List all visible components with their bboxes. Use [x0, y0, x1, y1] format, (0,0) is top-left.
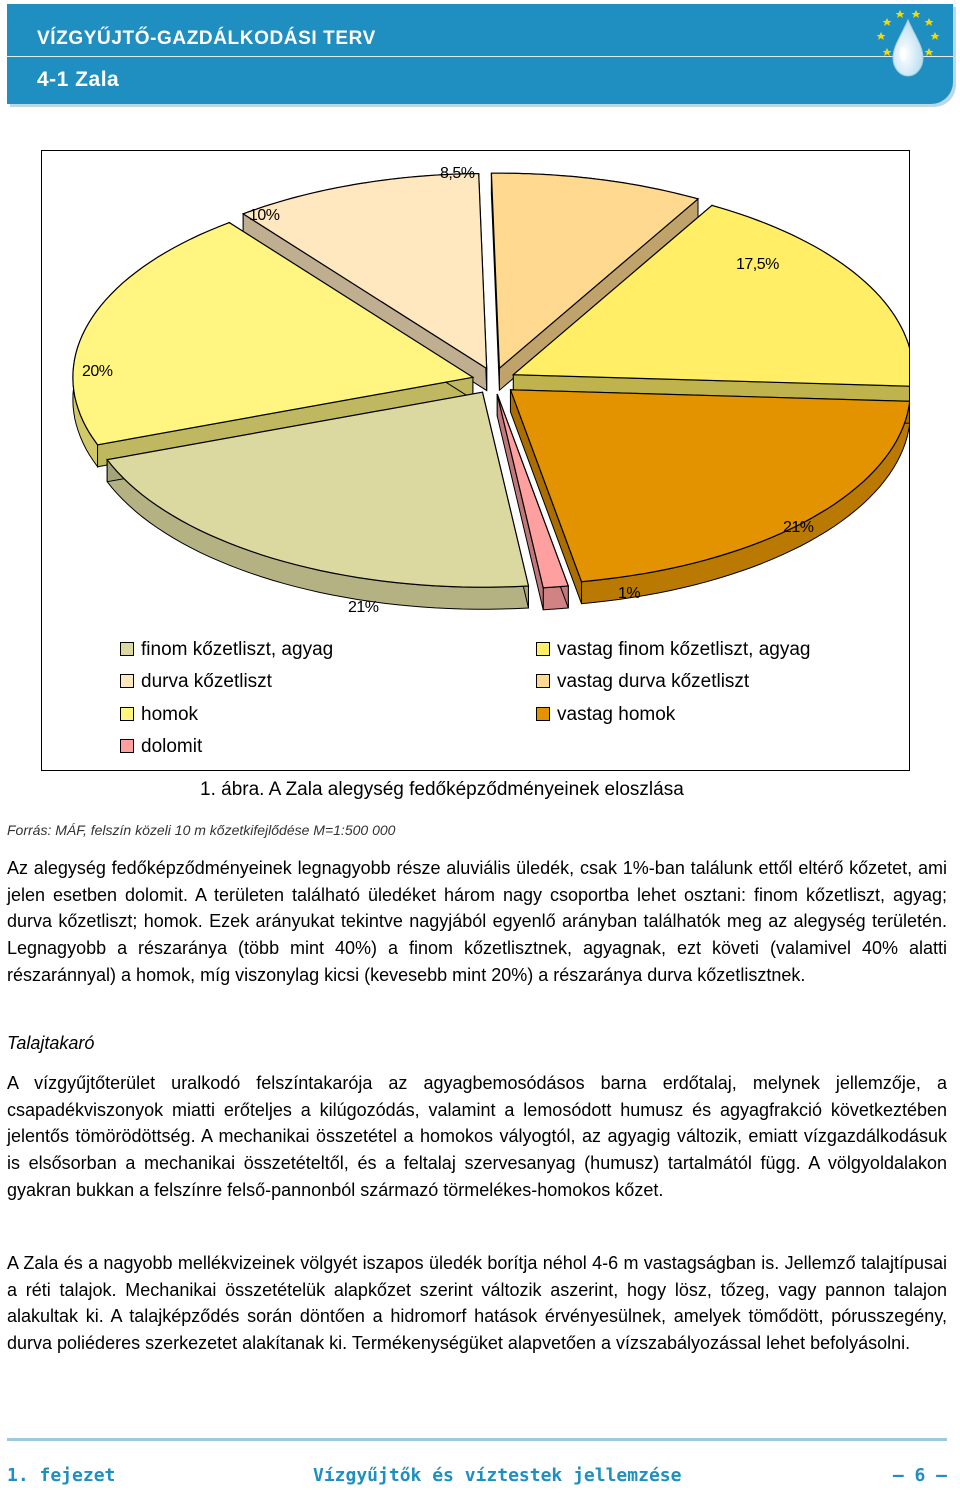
- body-paragraph-2: A vízgyűjtőterület uralkodó felszíntakarója az agyagbemosódásos barna erdőtalaj, melynek jellemzője, a csapadékviszonyok miatti erőteljes a kilúgozódás, valamint a lemosódott humusz és agyagfrakció következtében jelentős tömörödöttség. A mechanikai összetétel a homokos vályogtól, az agyagig változik, emiatt vízgazdálkodásuk is elsősorban a mechanikai összetételtől, és a feltalaj szervesanyag (humusz) tartalmától függ. A völgyoldalakon gyakran bukkan a felszínre felső-pannonból származó törmelékes-homokos kőzet.: [7, 1073, 947, 1200]
- pct-label-dolomit: 1%: [618, 585, 641, 602]
- legend-swatch: [120, 674, 134, 688]
- legend-swatch: [536, 642, 550, 656]
- document-title: VÍZGYŰJTŐ-GAZDÁLKODÁSI TERV: [37, 28, 376, 49]
- header-divider: [7, 56, 953, 57]
- legend-label: vastag durva kőzetliszt: [557, 671, 750, 692]
- page-footer: [7, 1465, 947, 1487]
- unit-title: 4-1 Zala: [37, 68, 120, 91]
- legend-label: finom kőzetliszt, agyag: [141, 639, 334, 660]
- footer-page-number: — 6 —: [892, 1465, 947, 1486]
- legend-swatch: [536, 707, 550, 721]
- body-paragraph-3: A Zala és a nagyobb mellékvizeinek völgyét iszapos üledék borítja néhol 4-6 m vastagságban is. Jellemző talajtípusai a réti talajok. Mechanikai összetételük alapkőzet szerint változik aszerint, hogy lösz, tőzeg, vagy pannon talajon alakultak ki. A talajképződés során döntően a hidromorf hatások érvényesülnek, amelyek tömődött, pórusszegény, durva poliéderes szerkezetet alakítanak ki. Termékenységüket alapvetően a vízszabályozással lehet befolyásolni.: [7, 1253, 947, 1354]
- figure-source: Forrás: MÁF, felszín közeli 10 m kőzetkifejlődése M=1:500 000: [7, 822, 396, 838]
- section-subheading: Talajtakaró: [7, 1033, 95, 1053]
- legend-label: dolomit: [141, 736, 203, 757]
- legend-swatch: [536, 674, 550, 688]
- page-header: [7, 4, 953, 104]
- legend-swatch: [120, 707, 134, 721]
- legend-label: durva kőzetliszt: [141, 671, 272, 692]
- footer-title: Vízgyűjtők és víztestek jellemzése: [313, 1465, 682, 1486]
- legend-label: vastag homok: [557, 704, 676, 725]
- pie-chart: [41, 150, 910, 771]
- footer-chapter: 1. fejezet: [7, 1465, 116, 1486]
- pie-slice-vastag-homok: [510, 390, 909, 604]
- pct-label-homok: 20%: [82, 363, 113, 380]
- pct-label-vastag-finom: 17,5%: [736, 256, 779, 273]
- pie-slice-top: [511, 390, 910, 582]
- body-paragraph-1: Az alegység fedőképződményeinek legnagyobb része aluviális üledék, csak 1%-ban találunk ettől eltérő kőzetet, ami jelen esetben dolomit. A területen található üledéket három nagy csoportba lehet osztani: finom kőzetliszt, agyag; durva kőzetliszt; homok. Ezek arányukat tekintve nagyjából egyenlő arányban találhatók meg az alegység területén. Legnagyobb a részaránya (több mint 40%) a finom kőzetlisztnek, agyagnak, ezt követi (valamivel 40% alatti részaránnyal) a homok, míg viszonylag kicsi (kevesebb mint 20%) a részaránya durva kőzetlisztnek.: [7, 858, 947, 985]
- legend-swatch: [120, 739, 134, 753]
- water-drop-logo-icon: [873, 6, 943, 82]
- legend-label: vastag finom kőzetliszt, agyag: [557, 639, 811, 660]
- figure-caption: 1. ábra. A Zala alegység fedőképződményeinek eloszlása: [200, 779, 684, 800]
- pct-label-vastag-homok: 21%: [783, 519, 814, 536]
- legend-swatch: [120, 642, 134, 656]
- legend-label: homok: [141, 704, 199, 725]
- footer-divider: [7, 1438, 947, 1441]
- pct-label-vastag-durva: 8,5%: [440, 165, 475, 182]
- pct-label-durva: 10%: [249, 207, 280, 224]
- pct-label-finom: 21%: [348, 599, 379, 616]
